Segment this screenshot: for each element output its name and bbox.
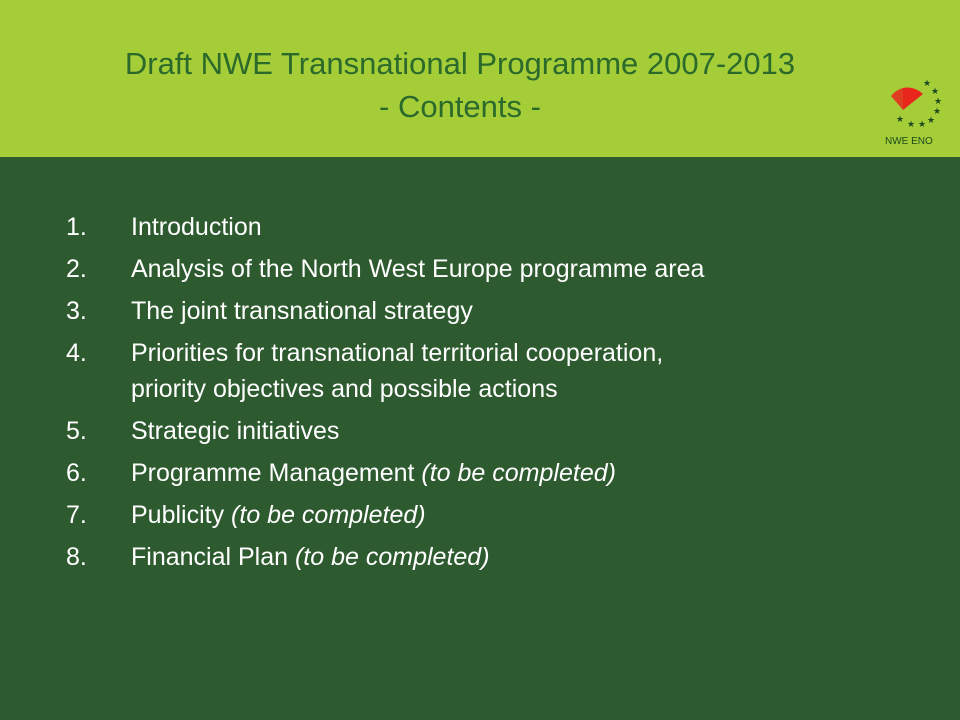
- title-line-1: Draft NWE Transnational Programme 2007-2013: [124, 46, 796, 81]
- svg-text:★: ★: [907, 119, 916, 129]
- svg-text:★: ★: [933, 106, 942, 116]
- svg-text:★: ★: [931, 86, 940, 96]
- list-item: 2. Analysis of the North West Europe programme area: [66, 255, 705, 283]
- page-title: [0, 42, 920, 128]
- list-item: 8. Financial Plan (to be completed): [66, 543, 490, 571]
- nwe-eno-logo-icon: [883, 74, 945, 148]
- header-band: [0, 0, 960, 157]
- contents-list: [66, 206, 891, 578]
- list-item: 7. Publicity (to be completed): [66, 501, 426, 529]
- svg-text:★: ★: [918, 119, 927, 129]
- svg-text:★: ★: [927, 115, 936, 125]
- svg-text:★: ★: [896, 114, 905, 124]
- svg-text:★: ★: [923, 78, 932, 88]
- list-item: 5. Strategic initiatives: [66, 417, 340, 445]
- list-item: 1. Introduction: [66, 213, 262, 241]
- title-line-2: - Contents -: [379, 89, 541, 124]
- svg-text:NWE ENO: NWE ENO: [885, 136, 933, 147]
- list-item: 4. Priorities for transnational territorial cooperation, priority objectives and possible actions: [66, 339, 664, 403]
- svg-text:★: ★: [934, 96, 943, 106]
- list-item: 3. The joint transnational strategy: [66, 297, 473, 325]
- list-item: 6. Programme Management (to be completed): [66, 459, 616, 487]
